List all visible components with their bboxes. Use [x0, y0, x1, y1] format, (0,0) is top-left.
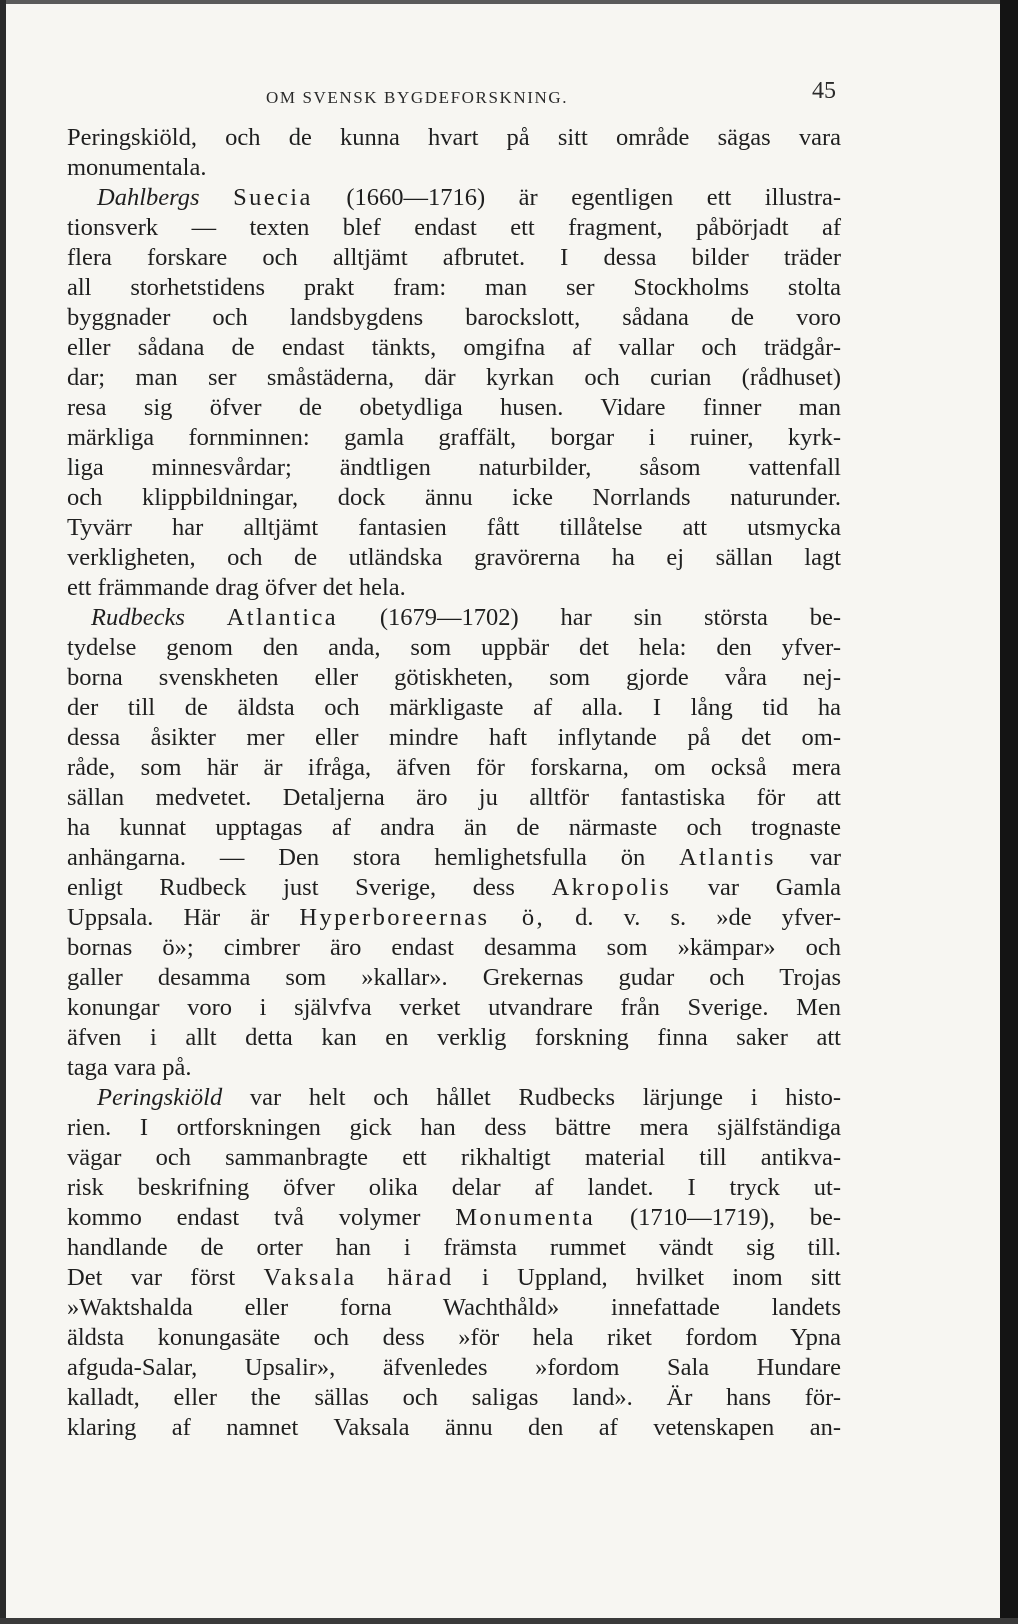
text-run: anhängarna. — Den stora hemlighetsfulla ön	[67, 844, 646, 871]
text-run: (1660—1716) är egentligen ett illustra-	[346, 184, 842, 211]
text-line: all storhetstidens prakt fram: man ser Stockholms stolta	[67, 274, 841, 301]
scan-edge-top	[0, 0, 1018, 4]
text-line: äldsta konungasäte och dess »för hela riket fordom Ypna	[67, 1324, 841, 1351]
text-run: d. v. s. »de yfver-	[575, 904, 842, 931]
text-line: afguda-Salar, Upsalir», äfvenledes »fordom Sala Hundare	[67, 1354, 841, 1381]
text-line: monumentala.	[67, 154, 207, 181]
text-line: bornas ö»; cimbrer äro endast desamma som »kämpar» och	[67, 934, 841, 961]
scan-edge-bottom	[0, 1618, 1018, 1624]
spaced-term: Hyperboreernas ö,	[299, 904, 546, 931]
text-line: borna svenskheten eller götiskheten, som gjorde våra nej-	[67, 664, 841, 691]
text-line: kalladt, eller the sällas och saligas land». Är hans för-	[67, 1384, 841, 1411]
text-run: Det var först	[67, 1264, 236, 1291]
text-line: ha kunnat upptagas af andra än de närmaste och trognaste	[67, 814, 841, 841]
text-line: verkligheten, och de utländska gravörerna ha ej sällan lagt	[67, 544, 841, 571]
text-line: tionsverk — texten blef endast ett fragment, påbörjadt af	[67, 214, 841, 241]
text-line: eller sådana de endast tänkts, omgifna af vallar och trädgår-	[67, 334, 841, 361]
text-line	[67, 1263, 841, 1293]
text-line: byggnader och landsbygdens barockslott, sådana de voro	[67, 304, 841, 331]
text-line: dar; man ser småstäderna, där kyrkan och curian (rådhuset)	[67, 364, 841, 391]
spaced-term: Monumenta	[455, 1204, 596, 1231]
text-line: och klippbildningar, dock ännu icke Norrlands naturunder.	[67, 484, 841, 511]
text-line: handlande de orter han i främsta rummet vändt sig till.	[67, 1234, 841, 1261]
text-run: Uppsala. Här är	[67, 904, 270, 931]
text-line	[67, 1203, 841, 1233]
work-title: Suecia	[233, 184, 313, 211]
text-line: risk beskrifning öfver olika delar af landet. I tryck ut-	[67, 1174, 841, 1201]
text-line: rien. I ortforskningen gick han dess bättre mera själfständiga	[67, 1114, 841, 1141]
author-name: Dahlbergs	[97, 184, 200, 211]
text-line: Tyvärr har alltjämt fantasien fått tillåtelse att utsmycka	[67, 514, 841, 541]
text-line	[67, 903, 841, 933]
spaced-term: Atlantis	[679, 844, 776, 871]
page-number: 45	[812, 78, 836, 104]
text-run: (1679—1702) har sin största be-	[379, 604, 841, 631]
text-line: äfven i allt detta kan en verklig forskning finna saker att	[67, 1024, 841, 1051]
text-line: konungar voro i självfva verket utvandrare från Sverige. Men	[67, 994, 841, 1021]
scan-edge-left	[0, 0, 6, 1624]
author-name: Peringskiöld	[97, 1084, 223, 1111]
text-run: var	[809, 844, 842, 871]
text-run: enligt Rudbeck just Sverige, dess	[67, 874, 515, 901]
text-line: råde, som här är ifråga, äfven för forskarna, om också mera	[67, 754, 841, 781]
text-run: kommo endast två volymer	[67, 1204, 421, 1231]
text-run: (1710—1719), be-	[630, 1204, 842, 1231]
text-line: flera forskare och alltjämt afbrutet. I dessa bilder träder	[67, 244, 841, 271]
text-line: dessa åsikter mer eller mindre haft inflytande på det om-	[67, 724, 841, 751]
text-line: der till de äldsta och märkligaste af alla. I lång tid ha	[67, 694, 841, 721]
scan-edge-right	[1000, 0, 1018, 1624]
text-line: Peringskiöld, och de kunna hvart på sitt område sägas vara	[67, 124, 841, 151]
text-line	[67, 843, 841, 873]
work-title: Atlantica	[226, 604, 339, 631]
text-line: sällan medvetet. Detaljerna äro ju alltför fantastiska för att	[67, 784, 841, 811]
text-line: liga minnesvårdar; ändtligen naturbilder, såsom vattenfall	[67, 454, 841, 481]
spaced-term: Vaksala härad	[263, 1264, 454, 1291]
body-text	[67, 123, 841, 1443]
author-name: Rudbecks	[91, 604, 185, 631]
spaced-term: Akropolis	[551, 874, 672, 901]
text-line: märkliga fornminnen: gamla graffält, borgar i ruiner, kyrk-	[67, 424, 841, 451]
running-title: OM SVENSK BYGDEFORSKNING.	[266, 88, 569, 107]
text-line: vägar och sammanbragte ett rikhaltigt material till antikva-	[67, 1144, 841, 1171]
text-line: »Waktshalda eller forna Wachthåld» innefattade landets	[67, 1294, 841, 1321]
text-run: var Gamla	[707, 874, 842, 901]
text-line: resa sig öfver de obetydliga husen. Vidare finner man	[67, 394, 841, 421]
text-line: klaring af namnet Vaksala ännu den af vetenskapen an-	[67, 1414, 841, 1441]
text-line	[67, 183, 841, 213]
text-line	[67, 873, 841, 903]
text-line: tydelse genom den anda, som uppbär det hela: den yfver-	[67, 634, 841, 661]
text-line: ett främmande drag öfver det hela.	[67, 574, 406, 601]
text-line: galler desamma som »kallar». Grekernas gudar och Trojas	[67, 964, 841, 991]
text-line	[67, 1083, 841, 1113]
text-run: i Uppland, hvilket inom sitt	[482, 1264, 841, 1291]
text-line: taga vara på.	[67, 1054, 192, 1081]
text-run: var helt och hållet Rudbecks lärjunge i histo-	[249, 1084, 842, 1111]
text-line	[67, 603, 841, 633]
